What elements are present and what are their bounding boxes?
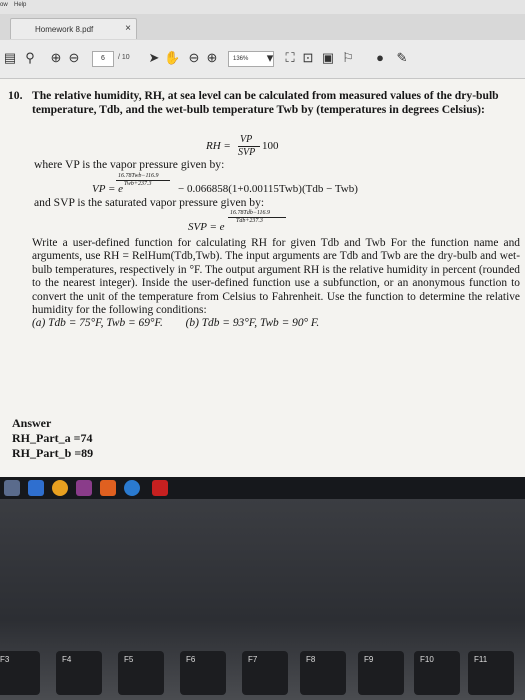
prev-page-icon[interactable]: ⊕ xyxy=(50,50,62,65)
task-text: Write a user-defined function for calculating RH for given Tdb and Twb For the function name and arguments, use RH = RelHum(Tdb,Twb). The input arguments are Tdb and Twb are the dry-bulb and wet-bulb temperatures, respectively in °F. The output argument RH is the relative humidity in percent (rounded to the nearest integer). Inside the user-defined function use a subfunction, or an anonymous function to convert the unit of the temperature from Celsius to Fahrenheit. Use the function to determine the relative humidity for the following conditions: xyxy=(32,237,520,317)
menu-item-help[interactable]: Help xyxy=(14,2,27,8)
start-icon[interactable] xyxy=(4,480,20,496)
zoom-out-icon[interactable]: ⊖ xyxy=(188,50,200,65)
app-icon[interactable] xyxy=(76,480,92,496)
pdf-toolbar xyxy=(0,40,525,79)
key-f7: F7 xyxy=(242,651,288,695)
condition-a: (a) Tdb = 75°F, Twb = 69°F. xyxy=(32,317,163,330)
svp-equation-lhs: SVP = e xyxy=(188,221,225,233)
vp-equation-lhs: VP = e xyxy=(92,183,124,195)
key-f6: F6 xyxy=(180,651,226,695)
tab-homework-pdf[interactable] xyxy=(10,18,137,39)
vp-equation-rest: − 0.066858(1+0.00115Twb)(Tdb − Twb) xyxy=(178,183,358,195)
chevron-down-icon[interactable]: ▾ xyxy=(266,50,274,65)
answer-part-a: RH_Part_a =74 xyxy=(12,431,93,445)
key-f4: F4 xyxy=(56,651,102,695)
question-number: 10. xyxy=(8,89,23,102)
chrome-icon[interactable] xyxy=(52,480,68,496)
answer-heading: Answer xyxy=(12,416,52,430)
key-f3: F3 xyxy=(0,651,40,695)
taskbar xyxy=(0,477,525,499)
key-f5: F5 xyxy=(118,651,164,695)
browser-icon[interactable] xyxy=(124,480,140,496)
sidebar-icon[interactable]: ▤ xyxy=(3,50,17,65)
select-tool-icon[interactable]: ➤ xyxy=(148,50,160,65)
comment-icon[interactable]: ● xyxy=(376,50,384,65)
tab-title: Homework 8.pdf xyxy=(35,25,94,34)
zoom-select[interactable]: 136% xyxy=(228,51,274,67)
question-intro xyxy=(8,89,518,117)
hand-tool-icon[interactable]: ✋ xyxy=(164,50,181,65)
pin-icon[interactable]: ⚐ xyxy=(342,50,354,65)
pdf-reader-icon[interactable] xyxy=(152,480,168,496)
rh-equation-multiplier: 100 xyxy=(262,140,279,152)
pdf-page xyxy=(0,79,525,477)
svp-intro: and SVP is the saturated vapor pressure given by: xyxy=(34,196,265,209)
vp-exponent-numerator: 16.78Twb−116.9 xyxy=(118,173,159,179)
key-f8: F8 xyxy=(300,651,346,695)
answer-block xyxy=(12,416,93,461)
task-paragraph xyxy=(32,237,520,331)
files-icon[interactable] xyxy=(28,480,44,496)
rotate-icon[interactable]: ⊡ xyxy=(302,50,314,65)
rh-equation-lhs: RH = xyxy=(206,140,231,152)
menu-bar xyxy=(0,0,525,14)
page-number-input[interactable]: 6 xyxy=(92,51,114,67)
page-total: / 10 xyxy=(118,54,130,61)
menu-item-window[interactable]: ow xyxy=(0,2,8,8)
pen-icon[interactable]: ✎ xyxy=(396,50,408,65)
svp-exponent-numerator: 16.78Tdb−116.9 xyxy=(230,210,270,216)
rh-equation-denominator: SVP xyxy=(238,147,256,158)
vp-intro: where VP is the vapor pressure given by: xyxy=(34,158,225,171)
firefox-icon[interactable] xyxy=(100,480,116,496)
vp-exponent-denominator: Twb+237.3 xyxy=(124,181,152,187)
key-f10: F10 xyxy=(414,651,460,695)
print-icon[interactable]: ▣ xyxy=(321,50,335,65)
key-f11: F11 xyxy=(468,651,514,695)
fit-page-icon[interactable]: ⛶ xyxy=(285,50,295,65)
svp-exponent-denominator: Tdb+237.3 xyxy=(236,218,263,224)
key-f9: F9 xyxy=(358,651,404,695)
question-intro-text: The relative humidity, RH, at sea level can be calculated from measured values of the dry-bulb temperature, Tdb, and the wet-bulb temperature Twb by (temperatures in degrees Celsius): xyxy=(32,89,499,116)
next-page-icon[interactable]: ⊖ xyxy=(68,50,80,65)
zoom-in-icon[interactable]: ⊕ xyxy=(206,50,218,65)
rh-equation-numerator: VP xyxy=(240,134,253,145)
tab-bar xyxy=(0,14,525,40)
condition-b: (b) Tdb = 93°F, Twb = 90° F. xyxy=(185,317,320,330)
answer-part-b: RH_Part_b =89 xyxy=(12,446,94,460)
search-icon[interactable]: ⚲ xyxy=(25,50,35,65)
close-icon[interactable]: × xyxy=(125,23,131,34)
